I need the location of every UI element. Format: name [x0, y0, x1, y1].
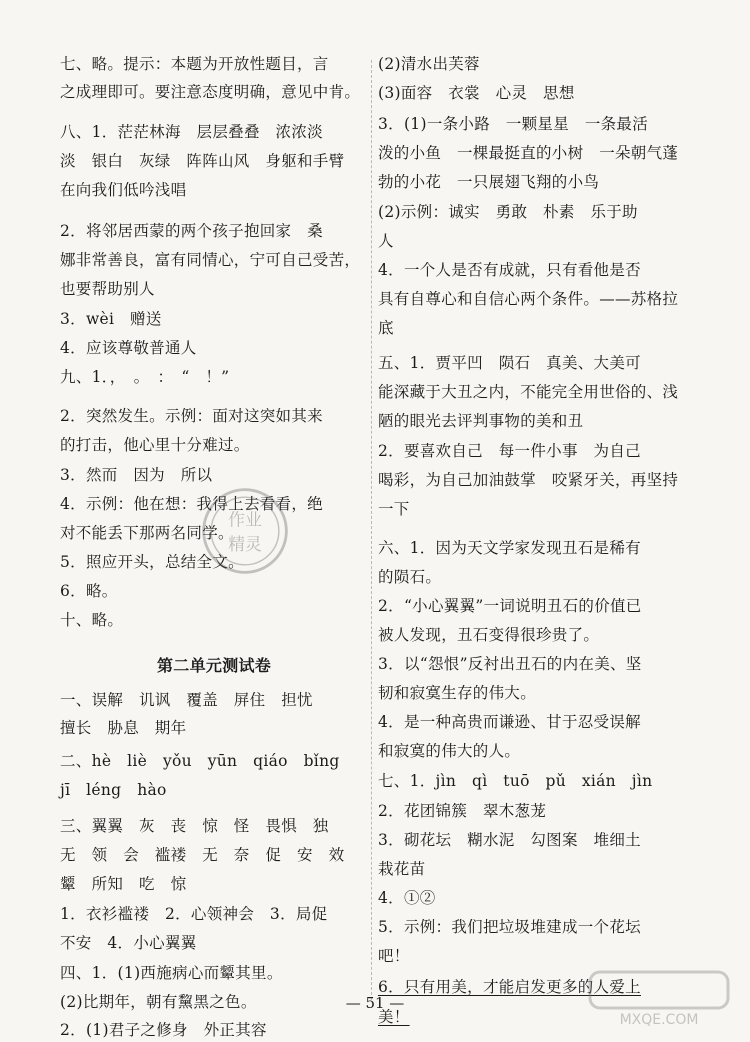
text-line: 人	[378, 232, 394, 250]
text-line: 勃的小花 一只展翅飞翔的小鸟	[378, 173, 600, 191]
text-line: 三、翼翼 灰 丧 惊 怪 畏惧 独	[60, 817, 329, 835]
text-line: 十、略。	[60, 611, 124, 629]
text-line: 五、1．贾平凹 陨石 真美、大美可	[378, 354, 641, 372]
text-line: 四、1．(1)西施病心而颦其里。	[60, 964, 283, 982]
text-line: 也要帮助别人	[60, 280, 155, 298]
pinyin-line: jī léng hào	[60, 781, 167, 799]
text-line: 具有自尊心和自信心两个条件。——苏格拉	[378, 290, 679, 308]
text-line: 不安 4．小心翼翼	[60, 934, 197, 952]
text-line: 5．示例：我们把垃圾堆建成一个花坛	[378, 918, 641, 936]
text-line: 4．一个人是否有成就，只有看他是否	[378, 261, 641, 279]
text-line: 对不能丢下那两名同学。	[60, 524, 234, 542]
text-line: 泼的小鱼 一棵最挺直的小树 一朵朝气蓬	[378, 144, 679, 162]
text-line: 陋的眼光去评判事物的美和丑	[378, 412, 584, 430]
text-line: 2．将邻居西蒙的两个孩子抱回家 桑	[60, 222, 323, 240]
text-line: 3．砌花坛 糊水泥 勾图案 堆细土	[378, 831, 641, 849]
text-line: 九、1．， 。 ： “ ！”	[60, 368, 230, 386]
pinyin-line: 二、hè liè yǒu yūn qiáo bǐng	[60, 752, 340, 770]
text-line: 2．(1)君子之修身 外正其容	[60, 1021, 267, 1039]
text-line: (2)清水出芙蓉	[378, 55, 480, 73]
text-line: 4．①②	[378, 889, 436, 907]
text-line: 栽花苗	[378, 860, 426, 878]
text-line: 在向我们低吟浅唱	[60, 181, 187, 199]
stamp-text-top: 作业	[228, 509, 262, 530]
text-line: 一下	[378, 500, 410, 518]
text-line: 吧！	[378, 947, 410, 965]
text-line: 擅长 胁息 期年	[60, 719, 187, 737]
watermark-text: MXQE.COM	[619, 1012, 699, 1028]
text-line: 3．(1)一条小路 一颗星星 一条最活	[378, 115, 649, 133]
text-line: 能深藏于大丑之内，不能完全用世俗的、浅	[378, 383, 679, 401]
text-line: 之成理即可。要注意态度明确，意见中肯。	[60, 83, 361, 101]
text-line: 3．然而 因为 所以	[60, 466, 213, 484]
column-divider	[371, 60, 372, 1000]
text-line: 4．是一种高贵而谦逊、甘于忍受误解	[378, 713, 641, 731]
text-line: (2)示例：诚实 勇敢 朴素 乐于助	[378, 203, 638, 221]
stamp-text-bottom: 精灵	[228, 533, 262, 554]
text-line: 4．示例：他在想：我得上去看看，绝	[60, 495, 323, 513]
text-line: 2．“小心翼翼”一词说明丑石的价值已	[378, 597, 642, 615]
text-line: 颦 所知 吃 惊	[60, 875, 187, 893]
text-line: 娜非常善良，富有同情心，宁可自己受苦，	[60, 251, 361, 269]
text-line: (3)面容 衣裳 心灵 思想	[378, 84, 575, 102]
text-line: 5．照应开头，总结全文。	[60, 553, 244, 571]
text-line: 七、略。提示：本题为开放性题目，言	[60, 55, 329, 73]
text-line: 1．衣衫褴褛 2．心领神会 3．局促	[60, 905, 328, 923]
text-line: 的打击，他心里十分难过。	[60, 436, 250, 454]
underlined-answer-line: 6．只有用美，才能启发更多的人爱上	[378, 978, 641, 996]
pinyin-line: 七、1．jìn qì tuō pǔ xián jìn	[378, 772, 653, 790]
text-line: 底	[378, 319, 394, 337]
text-line: 3．wèi 赠送	[60, 310, 162, 328]
text-line: 八、1．茫茫林海 层层叠叠 浓浓淡	[60, 123, 323, 141]
text-line: (2)比期年，朝有黧黑之色。	[60, 993, 257, 1011]
text-line: 2．突然发生。示例：面对这突如其来	[60, 407, 323, 425]
text-line: 2．要喜欢自己 每一件小事 为自己	[378, 442, 641, 460]
text-line: 6．略。	[60, 582, 118, 600]
text-line: 3．以“怨恨”反衬出丑石的内在美、坚	[378, 655, 642, 673]
text-line: 一、误解 讥讽 覆盖 屏住 担忧	[60, 691, 313, 709]
text-line: 六、1．因为天文学家发现丑石是稀有	[378, 539, 641, 557]
text-line: 的陨石。	[378, 568, 442, 586]
text-line: 2．花团锦簇 翠木葱茏	[378, 802, 547, 820]
text-line: 和寂寞的伟大的人。	[378, 742, 521, 760]
section-title: 第二单元测试卷	[157, 656, 272, 675]
text-line: 韧和寂寞生存的伟大。	[378, 684, 537, 702]
text-line: 喝彩，为自己加油鼓掌 咬紧牙关，再坚持	[378, 471, 679, 489]
page-number: — 51 —	[345, 994, 405, 1012]
text-line: 淡 银白 灰绿 阵阵山风 身躯和手臂	[60, 152, 345, 170]
text-line: 被人发现，丑石变得很珍贵了。	[378, 626, 600, 644]
underlined-answer-line: 美！	[378, 1008, 410, 1026]
text-line: 4．应该尊敬普通人	[60, 339, 197, 357]
text-line: 无 领 会 褴褛 无 奈 促 安 效	[60, 846, 345, 864]
